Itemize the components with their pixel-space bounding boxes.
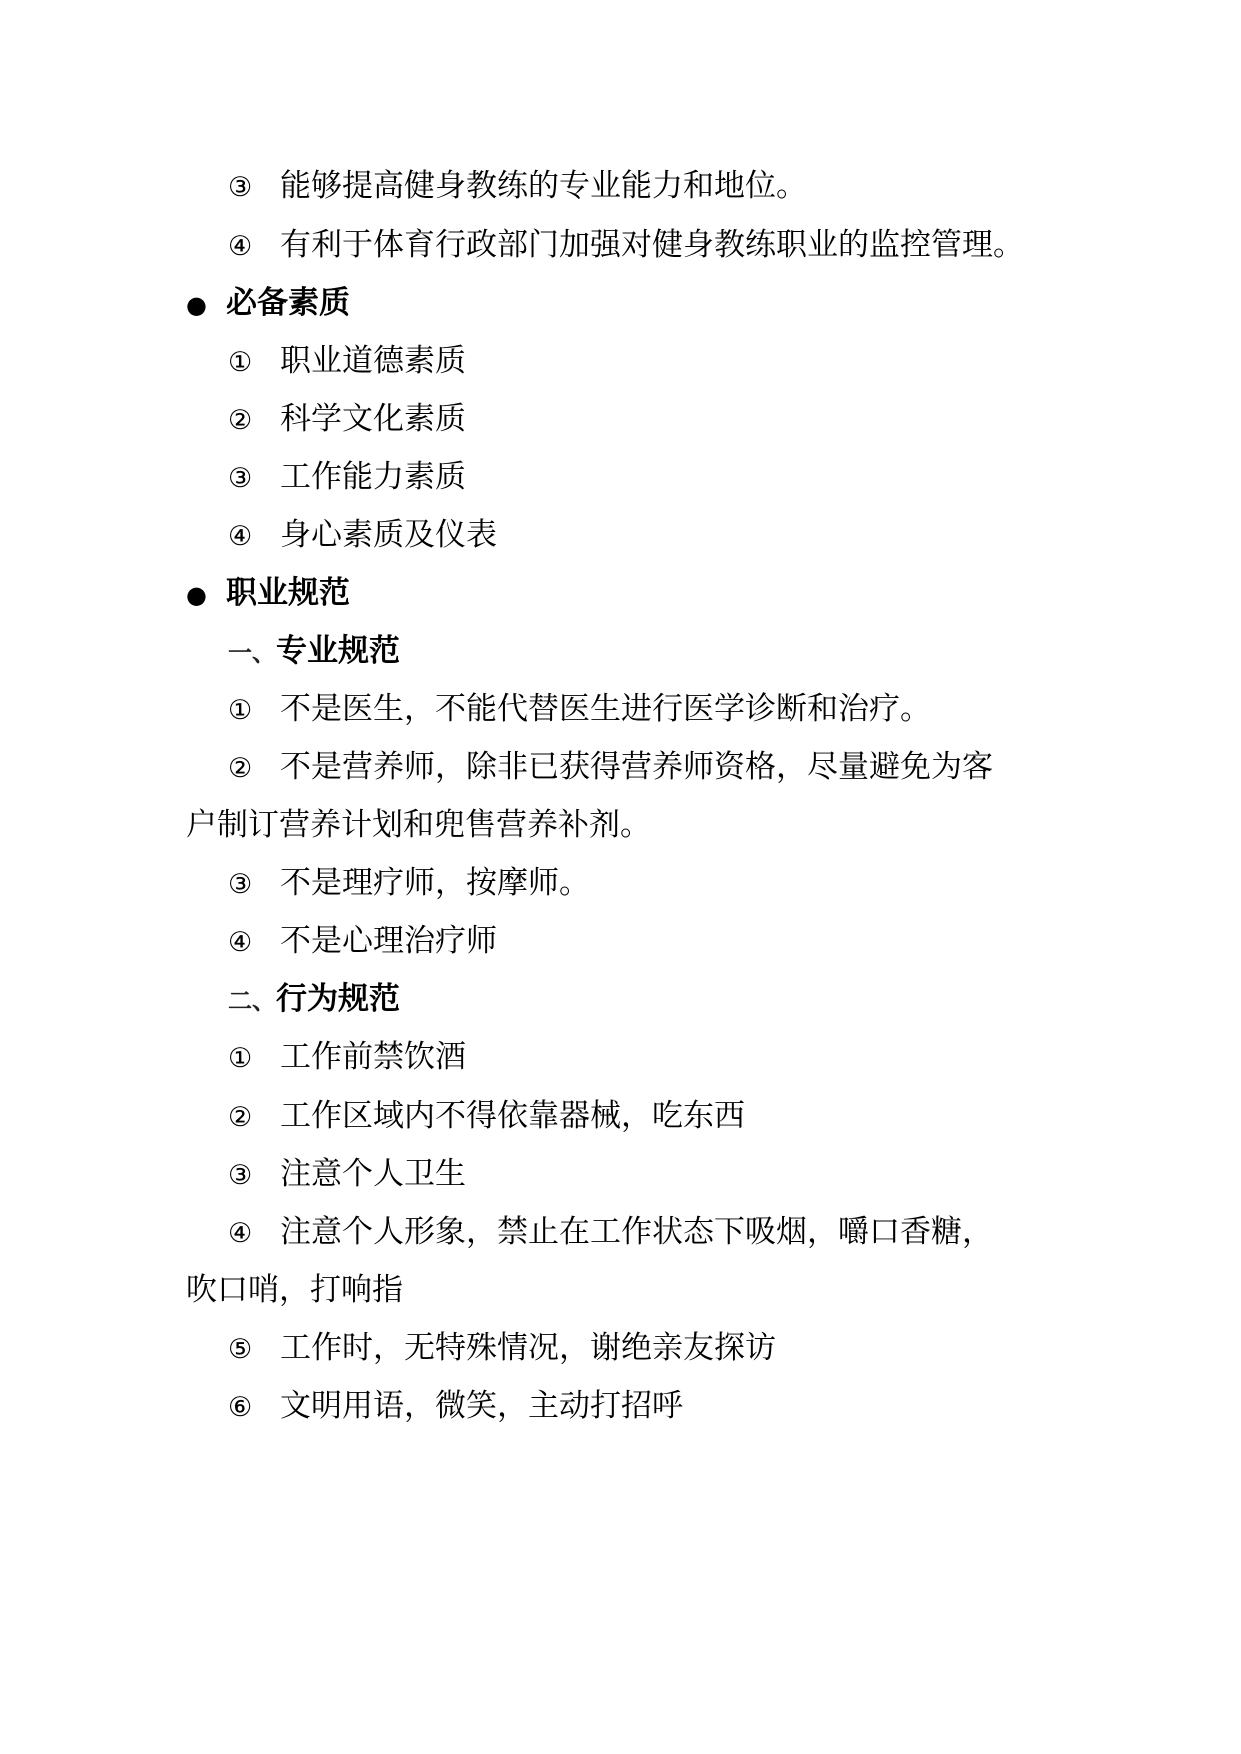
item-text: 文明用语，微笑，主动打招呼 xyxy=(280,1388,683,1424)
bullet-icon: ● xyxy=(186,581,207,609)
section-heading-norms xyxy=(186,573,350,613)
item-number: ④ xyxy=(228,231,253,262)
item-text: 科学文化素质 xyxy=(280,401,466,437)
item-number: ③ xyxy=(228,172,253,203)
list-item-continuation xyxy=(186,805,651,845)
list-item xyxy=(228,1386,683,1426)
item-text: 工作时，无特殊情况，谢绝亲友探访 xyxy=(280,1330,776,1366)
item-number: ⑥ xyxy=(228,1392,253,1423)
subsection-title: 行为规范 xyxy=(276,981,400,1017)
list-item xyxy=(228,341,466,381)
list-item-continuation xyxy=(186,1270,403,1310)
item-number: ② xyxy=(228,1102,253,1133)
subsection-title: 专业规范 xyxy=(276,633,400,669)
list-item xyxy=(228,457,466,497)
bullet-icon: ● xyxy=(186,291,207,319)
item-text: 注意个人卫生 xyxy=(280,1156,466,1192)
subsection-mark: 一、 xyxy=(228,638,276,667)
section-title: 职业规范 xyxy=(226,575,350,611)
list-item xyxy=(228,921,497,961)
item-number: ① xyxy=(228,1043,253,1074)
item-text: 不是医生，不能代替医生进行医学诊断和治疗。 xyxy=(280,691,931,727)
item-number: ③ xyxy=(228,1160,253,1191)
item-text-continued: 户制订营养计划和兜售营养补剂。 xyxy=(186,807,651,843)
item-number: ④ xyxy=(228,927,253,958)
item-text-continued: 吹口哨，打响指 xyxy=(186,1272,403,1308)
list-item xyxy=(228,225,1024,265)
item-number: ④ xyxy=(228,521,253,552)
item-text: 工作区域内不得依靠器械，吃东西 xyxy=(280,1098,745,1134)
item-text: 注意个人形象，禁止在工作状态下吸烟，嚼口香糖， xyxy=(280,1214,993,1250)
item-text: 工作能力素质 xyxy=(280,459,466,495)
subsection-mark: 二、 xyxy=(228,986,276,1015)
list-item xyxy=(228,1328,776,1368)
item-number: ① xyxy=(228,695,253,726)
item-text: 工作前禁饮酒 xyxy=(280,1039,466,1075)
item-text: 不是理疗师，按摩师。 xyxy=(280,865,590,901)
item-number: ① xyxy=(228,347,253,378)
item-text: 能够提高健身教练的专业能力和地位。 xyxy=(280,168,807,204)
subsection-heading-behavior xyxy=(228,979,400,1019)
item-number: ② xyxy=(228,753,253,784)
item-number: ④ xyxy=(228,1218,253,1249)
list-item xyxy=(228,747,993,787)
item-number: ③ xyxy=(228,463,253,494)
section-title: 必备素质 xyxy=(226,285,350,321)
item-text: 有利于体育行政部门加强对健身教练职业的监控管理。 xyxy=(280,227,1024,263)
list-item xyxy=(228,166,807,206)
list-item xyxy=(228,399,466,439)
item-text: 职业道德素质 xyxy=(280,343,466,379)
item-text: 不是营养师，除非已获得营养师资格，尽量避免为客 xyxy=(280,749,993,785)
list-item xyxy=(228,1096,745,1136)
subsection-heading-professional xyxy=(228,631,400,671)
list-item xyxy=(228,515,497,555)
list-item xyxy=(228,1154,466,1194)
item-text: 不是心理治疗师 xyxy=(280,923,497,959)
item-number: ② xyxy=(228,405,253,436)
item-number: ③ xyxy=(228,869,253,900)
list-item xyxy=(228,1212,993,1252)
list-item xyxy=(228,689,931,729)
item-number: ⑤ xyxy=(228,1334,253,1365)
list-item xyxy=(228,863,590,903)
section-heading-qualities xyxy=(186,283,350,323)
list-item xyxy=(228,1037,466,1077)
item-text: 身心素质及仪表 xyxy=(280,517,497,553)
